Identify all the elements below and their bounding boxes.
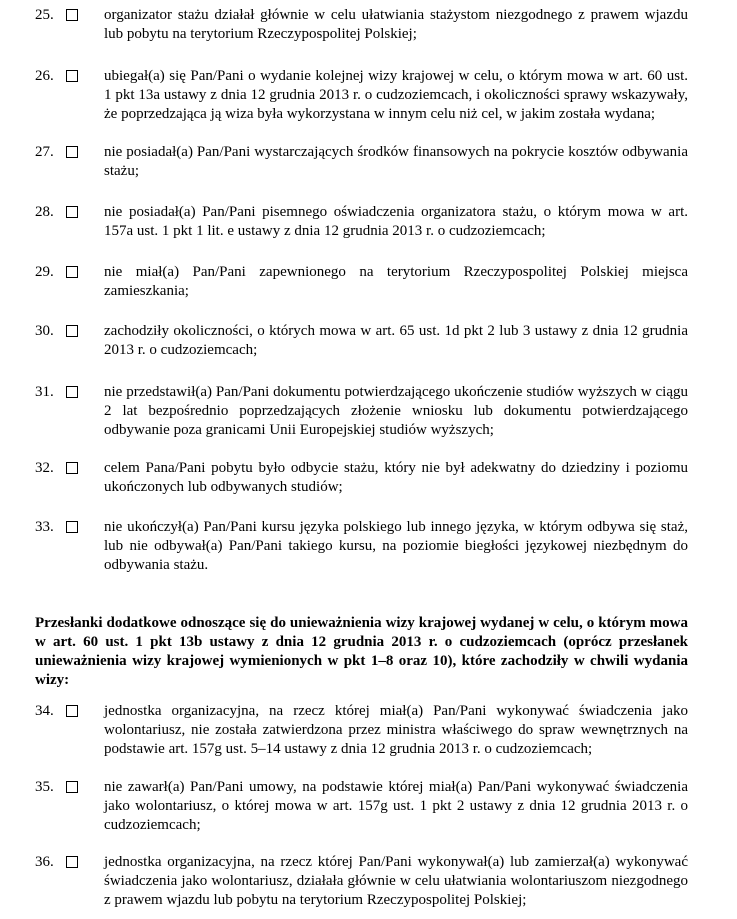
item-number: 25. <box>35 7 54 23</box>
item-number: 32. <box>35 460 54 476</box>
item-number: 36. <box>35 854 54 870</box>
checkbox[interactable] <box>66 325 78 337</box>
item-text: nie przedstawił(a) Pan/Pani dokumentu potwierdzającego ukończenie studiów wyższych w ciągu 2 lat bezpośrednio poprzedzających złożenie wniosku lub dokumentu potwierdzającego odbywanie poza granicami Unii Europejskiej studiów wyższych; <box>104 384 688 438</box>
item-text: nie posiadał(a) Pan/Pani pisemnego oświadczenia organizatora stażu, o którym mowa w art. 157a ust. 1 pkt 1 lit. e ustawy z dnia 12 grudnia 2013 r. o cudzoziemcach; <box>104 204 688 239</box>
item-text: zachodziły okoliczności, o których mowa w art. 65 ust. 1d pkt 2 lub 3 ustawy z dnia 12 grudnia 2013 r. o cudzoziemcach; <box>104 323 688 358</box>
checkbox[interactable] <box>66 856 78 868</box>
item-text: nie posiadał(a) Pan/Pani wystarczających środków finansowych na pokrycie kosztów odbywania stażu; <box>104 144 688 179</box>
checkbox[interactable] <box>66 781 78 793</box>
checkbox[interactable] <box>66 70 78 82</box>
item-text: jednostka organizacyjna, na rzecz której Pan/Pani wykonywał(a) lub zamierzał(a) wykonywać świadczenia jako wolontariusz, działała głównie w celu ułatwiania wolontariuszom niezgodnego z prawem wjazdu lub pobytu na terytorium Rzeczypospolitej Polskiej; <box>104 854 688 908</box>
item-text: nie ukończył(a) Pan/Pani kursu języka polskiego lub innego języka, w którym odbywa się staż, lub nie odbywał(a) Pan/Pani takiego kursu, na poziomie biegłości językowej niezbędnym do odbywania stażu. <box>104 519 688 573</box>
item-text: ubiegał(a) się Pan/Pani o wydanie kolejnej wizy krajowej w celu, o którym mowa w art. 60 ust. 1 pkt 13a ustawy z dnia 12 grudnia 2013 r. o cudzoziemcach, i okoliczności sprawy wskazywały, że poprzedzająca ją wiza była wykorzystana w innym celu niż cel, w jakim została wydana; <box>104 68 688 122</box>
checkbox[interactable] <box>66 266 78 278</box>
checkbox[interactable] <box>66 705 78 717</box>
item-text: celem Pana/Pani pobytu było odbycie stażu, który nie był adekwatny do dziedziny i poziomu ukończonych lub odbywanych studiów; <box>104 460 688 495</box>
item-number: 34. <box>35 703 54 719</box>
item-number: 26. <box>35 68 54 84</box>
item-number: 31. <box>35 384 54 400</box>
checkbox[interactable] <box>66 386 78 398</box>
checkbox[interactable] <box>66 206 78 218</box>
item-text: nie zawarł(a) Pan/Pani umowy, na podstawie której miał(a) Pan/Pani wykonywać świadczenia jako wolontariusz, o której mowa w art. 157g ust. 1 pkt 2 ustawy z dnia 12 grudnia 2013 r. o cudzoziemcach; <box>104 779 688 833</box>
checkbox[interactable] <box>66 9 78 21</box>
checkbox[interactable] <box>66 521 78 533</box>
item-text: jednostka organizacyjna, na rzecz której miał(a) Pan/Pani wykonywać świadczenia jako wolontariusz, nie została zatwierdzona przez ministra właściwego do spraw wewnętrznych na podstawie art. 157g ust. 5–14 ustawy z dnia 12 grudnia 2013 r. o cudzoziemcach; <box>104 703 688 757</box>
item-number: 30. <box>35 323 54 339</box>
checkbox[interactable] <box>66 462 78 474</box>
item-number: 29. <box>35 264 54 280</box>
item-number: 33. <box>35 519 54 535</box>
section-heading: Przesłanki dodatkowe odnoszące się do unieważnienia wizy krajowej wydanej w celu, o którym mowa w art. 60 ust. 1 pkt 13b ustawy z dnia 12 grudnia 2013 r. o cudzoziemcach (oprócz przesłanek unieważnienia wizy krajowej wymienionych w pkt 1–8 oraz 10), które zachodziły w chwili wydania wizy: <box>35 615 688 688</box>
item-text: organizator stażu działał głównie w celu ułatwiania stażystom niezgodnego z prawem wjazdu lub pobytu na terytorium Rzeczypospolitej Polskiej; <box>104 7 688 42</box>
item-text: nie miał(a) Pan/Pani zapewnionego na terytorium Rzeczypospolitej Polskiej miejsca zamieszkania; <box>104 264 688 299</box>
item-number: 35. <box>35 779 54 795</box>
checkbox[interactable] <box>66 146 78 158</box>
item-number: 28. <box>35 204 54 220</box>
item-number: 27. <box>35 144 54 160</box>
